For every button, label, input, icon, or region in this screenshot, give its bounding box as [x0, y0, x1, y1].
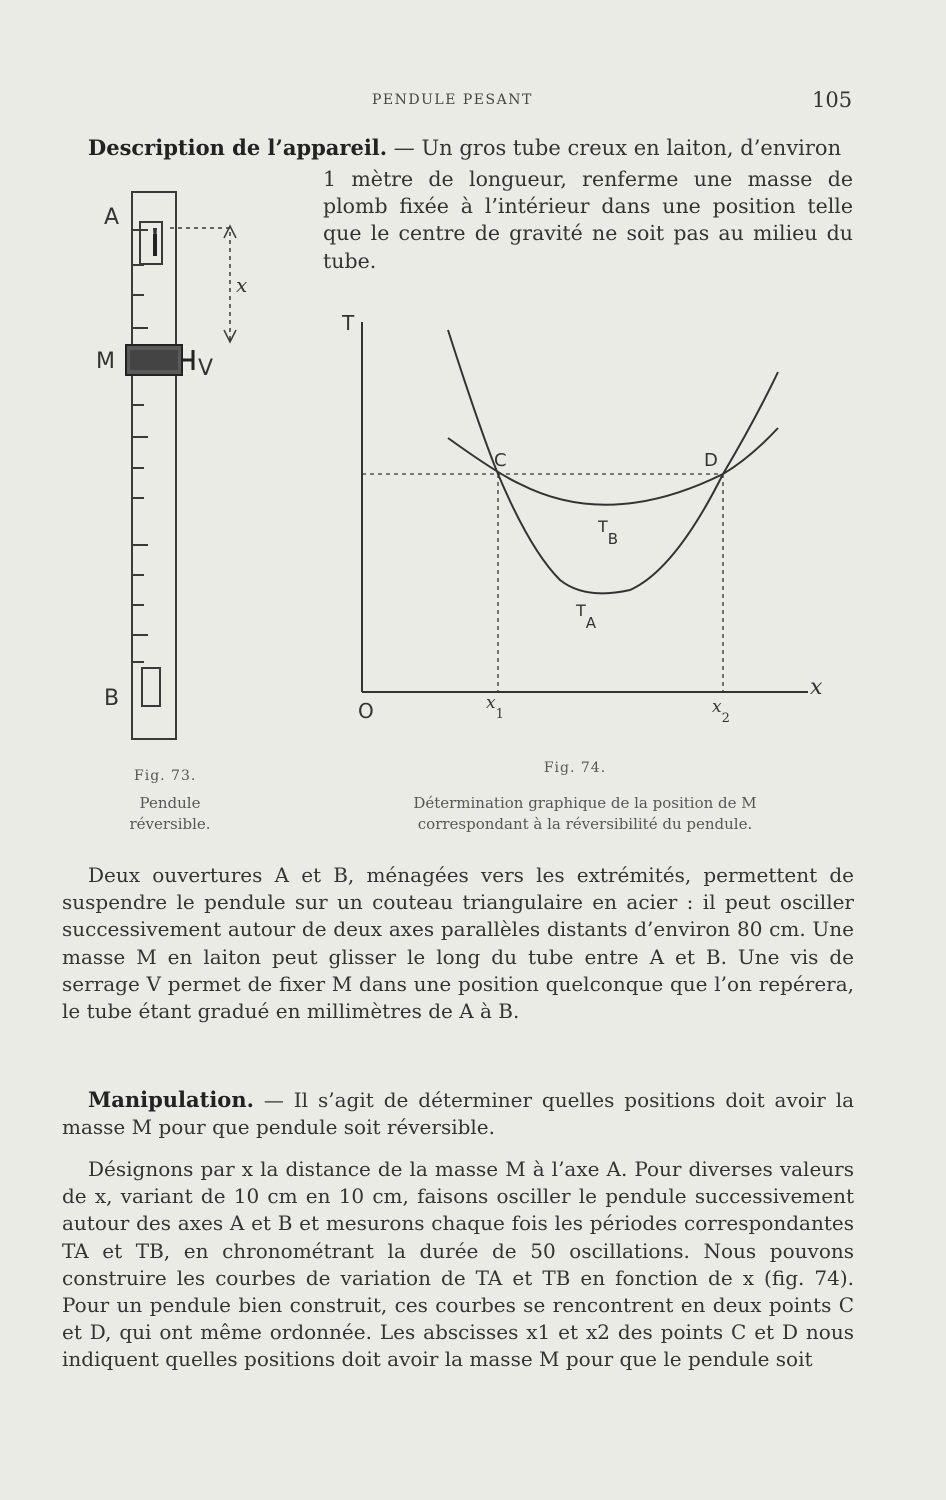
curve-tb-sub: B — [607, 530, 619, 548]
page-header — [0, 88, 946, 116]
x1-label — [486, 693, 504, 722]
point-c-label: C — [494, 450, 507, 471]
description-heading-line — [88, 134, 853, 162]
heading-dash: — — [387, 136, 422, 160]
screw-v — [182, 350, 193, 370]
x2-letter: x — [712, 697, 722, 717]
opening-b — [142, 668, 160, 706]
figure-73 — [90, 180, 290, 760]
page-number: 105 — [812, 88, 853, 112]
x1-sub: 1 — [495, 707, 504, 722]
axis-t-label: T — [342, 311, 355, 335]
label-b: B — [104, 686, 120, 711]
label-m: M — [96, 349, 115, 374]
label-a: A — [104, 205, 120, 230]
pendulum-tube — [132, 192, 176, 739]
figure-73-caption — [110, 766, 230, 835]
figure-74-number: Fig. 74. — [543, 760, 607, 776]
curve-tb-label — [597, 517, 618, 548]
figure-73-number: Fig. 73. — [134, 768, 197, 784]
paragraph-manipulation — [62, 1086, 854, 1141]
manipulation-text: Il s’agit de déterminer quelles positions doit avoir la masse M pour que pendule soit réversible. — [62, 1088, 855, 1140]
curve-tb-letter: T — [598, 517, 608, 536]
x2-label — [712, 697, 730, 726]
label-v: V — [198, 356, 214, 381]
point-d-label: D — [704, 450, 718, 471]
x1-letter: x — [486, 693, 496, 713]
figure-74-caption-line2: correspondant à la réversibilité du pendule. — [417, 815, 753, 833]
figure-74 — [330, 300, 850, 740]
manipulation-dash: — — [253, 1088, 294, 1112]
figure-73-caption-line2: réversible. — [129, 815, 211, 833]
manipulation-heading: Manipulation. — [88, 1087, 254, 1112]
curve-ta-label — [575, 601, 597, 632]
x2-sub: 2 — [721, 711, 730, 726]
paragraph-designons: Désignons par x la distance de la masse M à l’axe A. Pour diverses valeurs de x, variant de 10 cm en 10 cm, faisons osciller le pendule successivement autour des axes A et B et mesurons chaque fois les périodes correspondantes TA et TB, en chronométrant la durée de 50 oscillations. Nous pouvons construire les courbes de variation de TA et TB en fonction de x (fig. 74). Pour un pendule bien construit, ces courbes se rencontrent en deux points C et D, qui ont même ordonnée. Les abscisses x1 et x2 des points C et D nous indiquent quelles positions doit avoir la masse M pour que le pendule soit — [62, 1157, 854, 1372]
curve-ta-sub: A — [585, 614, 597, 632]
label-x: x — [236, 273, 248, 297]
figure-73-caption-line1: Pendule — [139, 794, 201, 812]
description-heading: Description de l’appareil. — [88, 135, 388, 160]
running-title: PENDULE PESANT — [372, 92, 533, 108]
axis-x-label: x — [810, 675, 823, 700]
origin-label: O — [358, 699, 374, 723]
curve-ta-letter: T — [576, 601, 586, 620]
figure-74-caption — [345, 758, 825, 835]
description-first-line: Un gros tube creux en laiton, d’environ — [421, 136, 842, 160]
figure-74-caption-line1: Détermination graphique de la position de M — [413, 794, 757, 812]
description-text: 1 mètre de longueur, renferme une masse de plomb fixée à l’intérieur dans une position telle que le centre de gravité ne soit pas au milieu du tube. — [323, 167, 853, 273]
paragraph-ouvertures: Deux ouvertures A et B, ménagées vers les extrémités, permettent de suspendre le pendule sur un couteau triangulaire en acier : il peut osciller successivement autour de deux axes parallèles distants d’environ 80 cm. Une masse M en laiton peut glisser le long du tube entre A et B. Une vis de serrage V permet de fixer M dans une position quelconque que l’on repérera, le tube étant gradué en millimètres de A à B. — [62, 863, 854, 1024]
opening-a — [140, 222, 162, 264]
